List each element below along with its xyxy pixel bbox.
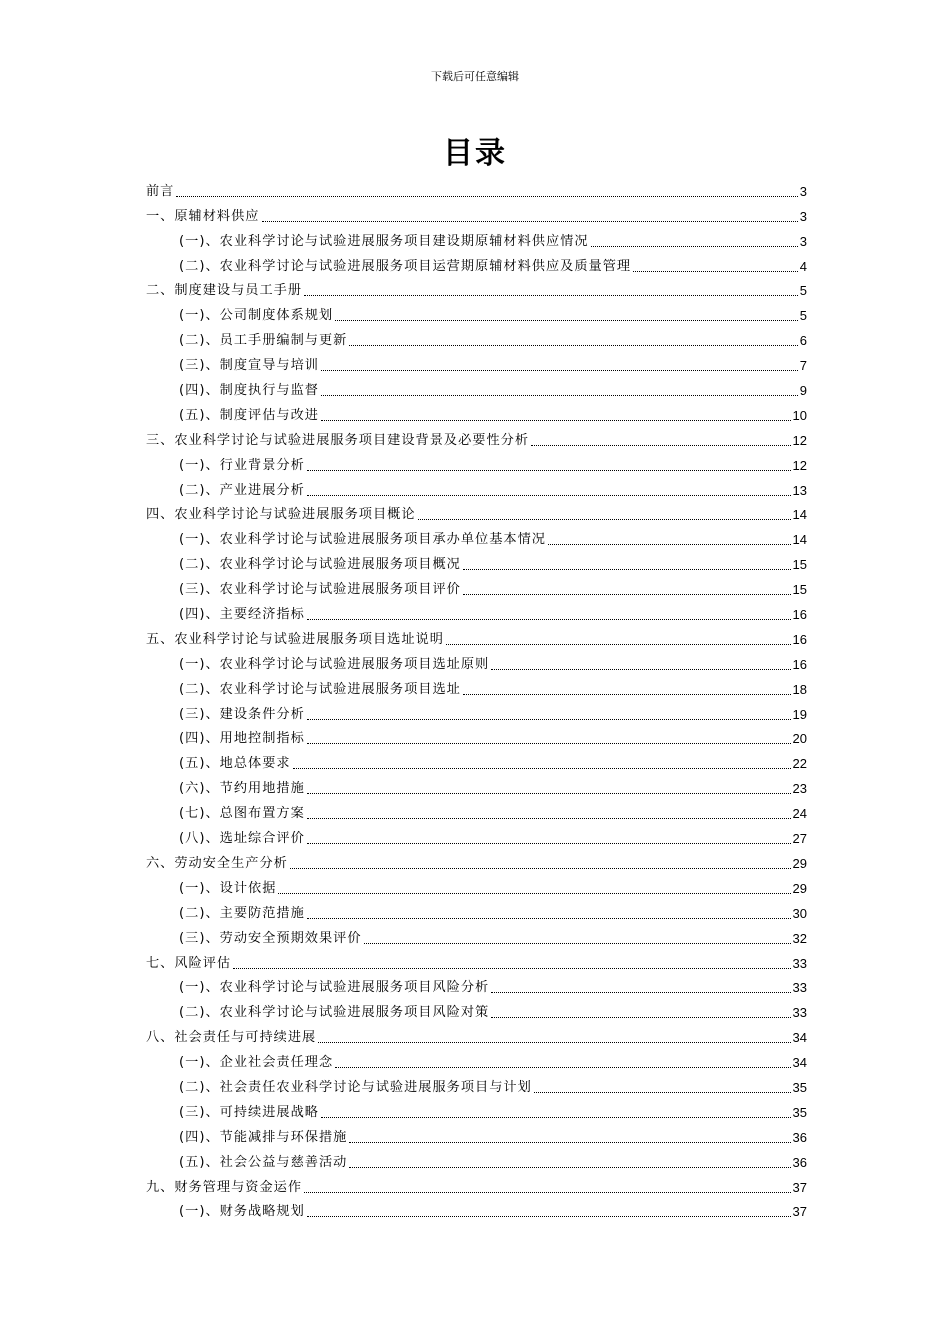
page-title: 目录: [443, 136, 507, 171]
toc-entry[interactable]: [146, 798, 807, 823]
toc-entry-page-number: 4: [799, 258, 807, 274]
table-of-contents: [146, 176, 807, 1221]
toc-entry-page-number: 33: [792, 1005, 807, 1021]
toc-entry-page-number: 10: [792, 407, 807, 423]
toc-entry-page-number: 3: [799, 208, 807, 224]
toc-entry-label: (二)、产业进展分析: [179, 482, 305, 498]
toc-dot-leader: [349, 1142, 790, 1143]
toc-entry[interactable]: [146, 425, 807, 450]
toc-entry[interactable]: [146, 848, 807, 873]
toc-entry[interactable]: [146, 276, 807, 301]
toc-entry-page-number: 30: [792, 905, 807, 921]
toc-entry-page-number: 5: [799, 308, 807, 324]
toc-dot-leader: [463, 694, 791, 695]
toc-entry-label: (一)、设计依据: [179, 880, 277, 896]
toc-dot-leader: [307, 793, 791, 794]
toc-entry-label: 八、社会责任与可持续进展: [146, 1030, 317, 1046]
toc-entry-label: (五)、社会公益与慈善活动: [179, 1154, 348, 1170]
toc-entry-page-number: 14: [792, 507, 807, 523]
toc-dot-leader: [364, 943, 791, 944]
toc-entry-label: (二)、农业科学讨论与试验进展服务项目运营期原辅材料供应及质量管理: [179, 258, 632, 274]
toc-entry-label: (一)、财务战略规划: [179, 1204, 305, 1220]
toc-entry-page-number: 3: [799, 183, 807, 199]
toc-entry-label: (七)、总图布置方案: [179, 806, 305, 822]
toc-entry-label: (二)、员工手册编制与更新: [179, 333, 348, 349]
toc-dot-leader: [304, 295, 798, 296]
toc-entry[interactable]: [146, 699, 807, 724]
toc-dot-leader: [307, 843, 791, 844]
toc-entry-label: 九、财务管理与资金运作: [146, 1179, 303, 1195]
toc-entry-page-number: 24: [792, 806, 807, 822]
toc-entry[interactable]: [146, 251, 807, 276]
toc-dot-leader: [307, 1216, 791, 1217]
toc-entry[interactable]: [146, 948, 807, 973]
toc-dot-leader: [633, 271, 798, 272]
toc-entry-label: (一)、公司制度体系规划: [179, 308, 334, 324]
toc-entry[interactable]: [146, 325, 807, 350]
toc-dot-leader: [349, 1167, 790, 1168]
toc-entry[interactable]: [146, 748, 807, 773]
toc-entry-page-number: 19: [792, 706, 807, 722]
toc-entry-label: (二)、主要防范措施: [179, 905, 305, 921]
toc-entry-page-number: 12: [792, 457, 807, 473]
toc-dot-leader: [491, 669, 790, 670]
toc-dot-leader: [491, 1017, 790, 1018]
toc-entry-label: (一)、农业科学讨论与试验进展服务项目承办单位基本情况: [179, 532, 546, 548]
toc-dot-leader: [446, 644, 791, 645]
toc-entry-label: (四)、用地控制指标: [179, 731, 305, 747]
toc-entry[interactable]: [146, 923, 807, 948]
toc-entry-page-number: 16: [792, 631, 807, 647]
toc-entry-page-number: 37: [792, 1204, 807, 1220]
toc-entry-page-number: 15: [792, 557, 807, 573]
toc-entry[interactable]: [146, 599, 807, 624]
toc-entry[interactable]: [146, 1172, 807, 1197]
toc-entry[interactable]: [146, 649, 807, 674]
toc-entry-label: (一)、行业背景分析: [179, 457, 305, 473]
toc-entry[interactable]: [146, 674, 807, 699]
toc-entry-page-number: 18: [792, 681, 807, 697]
toc-dot-leader: [418, 519, 791, 520]
toc-entry[interactable]: [146, 1097, 807, 1122]
toc-entry-page-number: 36: [792, 1129, 807, 1145]
toc-entry-page-number: 15: [792, 582, 807, 598]
toc-entry[interactable]: [146, 1047, 807, 1072]
toc-entry-label: (八)、选址综合评价: [179, 831, 305, 847]
toc-entry[interactable]: [146, 997, 807, 1022]
toc-dot-leader: [321, 370, 798, 371]
toc-dot-leader: [335, 1067, 790, 1068]
toc-entry-page-number: 36: [792, 1154, 807, 1170]
toc-entry-label: (二)、农业科学讨论与试验进展服务项目选址: [179, 681, 461, 697]
toc-entry[interactable]: [146, 176, 807, 201]
toc-entry-page-number: 35: [792, 1079, 807, 1095]
toc-entry-page-number: 14: [792, 532, 807, 548]
toc-dot-leader: [307, 619, 791, 620]
toc-entry-page-number: 33: [792, 980, 807, 996]
toc-entry-page-number: 29: [792, 855, 807, 871]
toc-entry-label: (四)、节能减排与环保措施: [179, 1129, 348, 1145]
toc-entry[interactable]: [146, 574, 807, 599]
toc-entry-label: (三)、制度宣导与培训: [179, 358, 319, 374]
toc-entry[interactable]: [146, 450, 807, 475]
toc-entry[interactable]: [146, 400, 807, 425]
toc-entry-label: (三)、劳动安全预期效果评价: [179, 930, 362, 946]
toc-entry[interactable]: [146, 1197, 807, 1222]
toc-entry-label: (三)、可持续进展战略: [179, 1104, 319, 1120]
toc-entry[interactable]: [146, 350, 807, 375]
toc-entry[interactable]: [146, 1072, 807, 1097]
toc-dot-leader: [293, 768, 791, 769]
toc-entry-page-number: 3: [799, 233, 807, 249]
toc-dot-leader: [591, 246, 798, 247]
toc-entry-page-number: 35: [792, 1104, 807, 1120]
toc-entry-page-number: 33: [792, 955, 807, 971]
toc-entry[interactable]: [146, 1147, 807, 1172]
toc-entry[interactable]: [146, 524, 807, 549]
toc-entry-label: 五、农业科学讨论与试验进展服务项目选址说明: [146, 631, 444, 647]
toc-entry-label: (二)、农业科学讨论与试验进展服务项目风险对策: [179, 1005, 490, 1021]
toc-entry-label: 六、劳动安全生产分析: [146, 855, 288, 871]
toc-entry-page-number: 16: [792, 607, 807, 623]
toc-entry-page-number: 6: [799, 333, 807, 349]
toc-entry-page-number: 29: [792, 880, 807, 896]
toc-dot-leader: [335, 320, 798, 321]
toc-entry[interactable]: [146, 624, 807, 649]
toc-entry-label: (二)、社会责任农业科学讨论与试验进展服务项目与计划: [179, 1079, 532, 1095]
toc-entry[interactable]: [146, 773, 807, 798]
toc-entry-page-number: 5: [799, 283, 807, 299]
toc-dot-leader: [307, 918, 791, 919]
toc-dot-leader: [548, 544, 791, 545]
toc-entry[interactable]: [146, 549, 807, 574]
toc-entry[interactable]: [146, 1022, 807, 1047]
toc-entry[interactable]: [146, 823, 807, 848]
toc-entry[interactable]: [146, 973, 807, 998]
toc-dot-leader: [176, 196, 797, 197]
toc-dot-leader: [321, 395, 798, 396]
toc-entry-label: (三)、农业科学讨论与试验进展服务项目评价: [179, 582, 461, 598]
toc-entry-label: (四)、制度执行与监督: [179, 383, 319, 399]
toc-entry-label: (四)、主要经济指标: [179, 607, 305, 623]
toc-dot-leader: [278, 893, 790, 894]
toc-entry-page-number: 23: [792, 781, 807, 797]
toc-entry[interactable]: [146, 475, 807, 500]
toc-entry-label: (一)、企业社会责任理念: [179, 1055, 334, 1071]
toc-entry[interactable]: [146, 898, 807, 923]
toc-dot-leader: [531, 445, 790, 446]
header-note: 下载后可任意编辑: [431, 70, 519, 83]
toc-entry-page-number: 27: [792, 831, 807, 847]
toc-entry-label: 四、农业科学讨论与试验进展服务项目概论: [146, 507, 416, 523]
toc-dot-leader: [290, 868, 791, 869]
toc-entry[interactable]: [146, 1122, 807, 1147]
toc-dot-leader: [491, 992, 790, 993]
toc-entry-label: (一)、农业科学讨论与试验进展服务项目风险分析: [179, 980, 490, 996]
toc-entry-page-number: 16: [792, 656, 807, 672]
toc-entry-page-number: 13: [792, 482, 807, 498]
toc-entry-label: (二)、农业科学讨论与试验进展服务项目概况: [179, 557, 461, 573]
toc-entry-label: 二、制度建设与员工手册: [146, 283, 303, 299]
toc-entry-label: (一)、农业科学讨论与试验进展服务项目选址原则: [179, 656, 490, 672]
toc-entry[interactable]: [146, 226, 807, 251]
toc-dot-leader: [304, 1192, 790, 1193]
toc-entry[interactable]: [146, 201, 807, 226]
toc-dot-leader: [321, 420, 791, 421]
toc-entry[interactable]: [146, 500, 807, 525]
toc-entry-page-number: 37: [792, 1179, 807, 1195]
toc-entry-page-number: 34: [792, 1030, 807, 1046]
toc-dot-leader: [307, 743, 791, 744]
toc-entry-label: 七、风险评估: [146, 955, 232, 971]
toc-entry-label: (六)、节约用地措施: [179, 781, 305, 797]
toc-entry-label: (五)、制度评估与改进: [179, 407, 319, 423]
toc-entry-page-number: 20: [792, 731, 807, 747]
toc-dot-leader: [307, 495, 791, 496]
toc-dot-leader: [321, 1117, 791, 1118]
toc-entry[interactable]: [146, 375, 807, 400]
toc-entry-label: 前言: [146, 183, 175, 199]
toc-entry-page-number: 22: [792, 756, 807, 772]
toc-entry-label: (五)、地总体要求: [179, 756, 291, 772]
toc-dot-leader: [262, 221, 798, 222]
toc-dot-leader: [349, 345, 797, 346]
toc-entry-label: 一、原辅材料供应: [146, 208, 260, 224]
toc-dot-leader: [534, 1092, 791, 1093]
toc-entry[interactable]: [146, 873, 807, 898]
toc-entry-page-number: 12: [792, 432, 807, 448]
toc-entry-page-number: 34: [792, 1055, 807, 1071]
toc-entry-page-number: 7: [799, 358, 807, 374]
toc-entry-label: (三)、建设条件分析: [179, 706, 305, 722]
toc-entry[interactable]: [146, 724, 807, 749]
toc-entry-label: 三、农业科学讨论与试验进展服务项目建设背景及必要性分析: [146, 432, 530, 448]
toc-dot-leader: [463, 594, 791, 595]
toc-dot-leader: [307, 470, 791, 471]
toc-dot-leader: [463, 569, 791, 570]
toc-entry[interactable]: [146, 300, 807, 325]
toc-entry-page-number: 32: [792, 930, 807, 946]
toc-entry-page-number: 9: [799, 383, 807, 399]
toc-entry-label: (一)、农业科学讨论与试验进展服务项目建设期原辅材料供应情况: [179, 233, 589, 249]
toc-dot-leader: [233, 968, 790, 969]
toc-dot-leader: [307, 818, 791, 819]
toc-dot-leader: [307, 719, 791, 720]
toc-dot-leader: [318, 1042, 790, 1043]
